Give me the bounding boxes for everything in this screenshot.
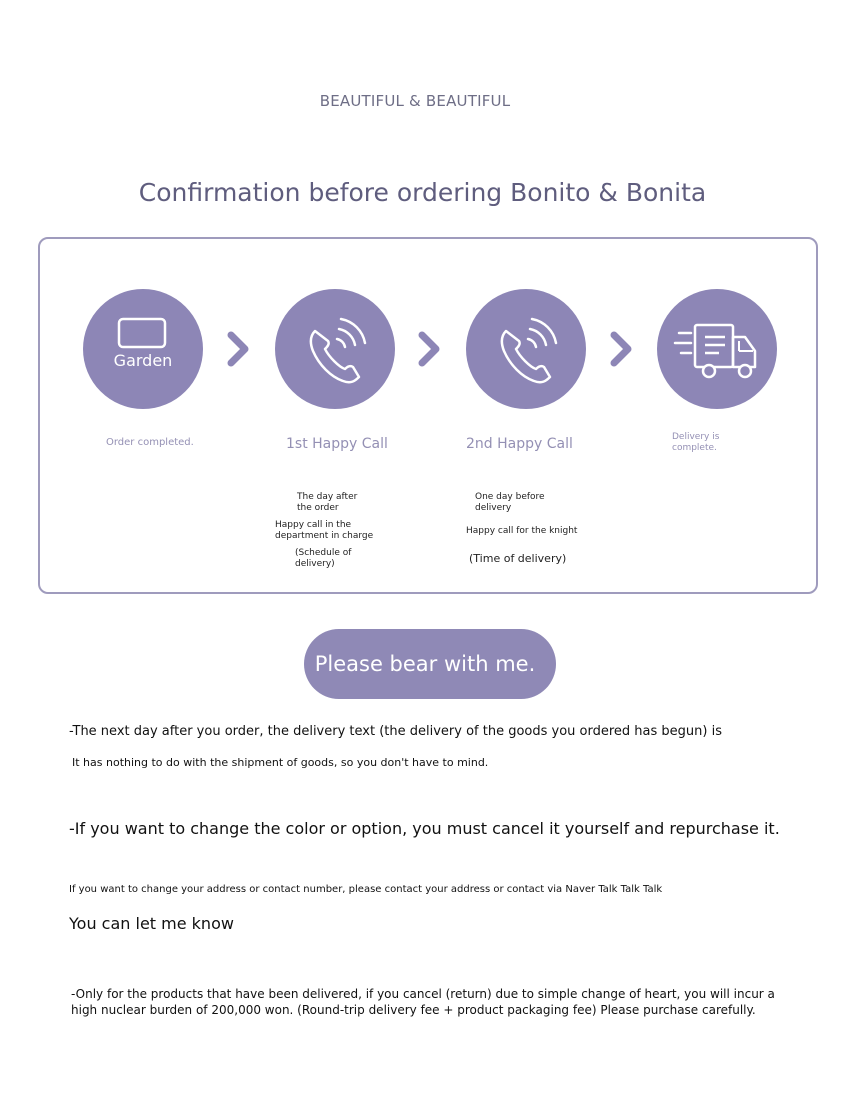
chevron-right-icon — [609, 330, 635, 368]
phone-call-icon — [275, 289, 395, 409]
chevron-right-icon — [417, 330, 443, 368]
delivery-truck-icon — [657, 289, 777, 409]
first-call-note: (Schedule of delivery) — [295, 548, 352, 569]
step-label-delivery-complete: Delivery is complete. — [672, 432, 720, 453]
brand-header: BEAUTIFUL & BEAUTIFUL — [319, 92, 511, 110]
note-delivery-text: -The next day after you order, the delivery text (the delivery of the goods you ordered has begun) is — [69, 724, 722, 739]
step-first-happy-call — [275, 289, 395, 409]
step-second-happy-call — [466, 289, 586, 409]
step-delivery-complete — [657, 289, 777, 409]
second-call-note: (Time of delivery) — [469, 552, 567, 565]
page-title: Confirmation before ordering Bonito & Bonita — [138, 178, 707, 207]
note-change-option: -If you want to change the color or option, you must cancel it yourself and repurchase it. — [69, 819, 780, 838]
second-call-timing: One day before delivery — [475, 492, 545, 513]
step-label-order-completed: Order completed. — [106, 437, 194, 448]
note-return-fee-line1: -Only for the products that have been delivered, if you cancel (return) due to simple change of heart, you will incur a — [71, 987, 775, 1001]
step-label-second-happy-call: 2nd Happy Call — [466, 436, 573, 452]
step-label-first-happy-call: 1st Happy Call — [286, 436, 388, 452]
phone-call-icon — [466, 289, 586, 409]
first-call-description: Happy call in the department in charge — [275, 520, 374, 541]
second-call-description: Happy call for the knight — [466, 526, 578, 536]
chevron-right-icon — [226, 330, 252, 368]
step-circle-text: Garden — [113, 351, 173, 370]
notice-banner: Please bear with me. — [304, 629, 556, 699]
garden-box-icon — [83, 289, 203, 409]
step-order-completed — [83, 289, 203, 409]
note-change-address: If you want to change your address or contact number, please contact your address or contact via Naver Talk Talk Talk — [69, 884, 663, 895]
note-shipment: It has nothing to do with the shipment of goods, so you don't have to mind. — [72, 756, 489, 769]
first-call-timing: The day after the order — [297, 492, 358, 513]
note-return-fee-line2: high nuclear burden of 200,000 won. (Round-trip delivery fee + product packaging fee) Please purchase carefully. — [71, 1003, 756, 1017]
note-let-me-know: You can let me know — [69, 914, 234, 933]
